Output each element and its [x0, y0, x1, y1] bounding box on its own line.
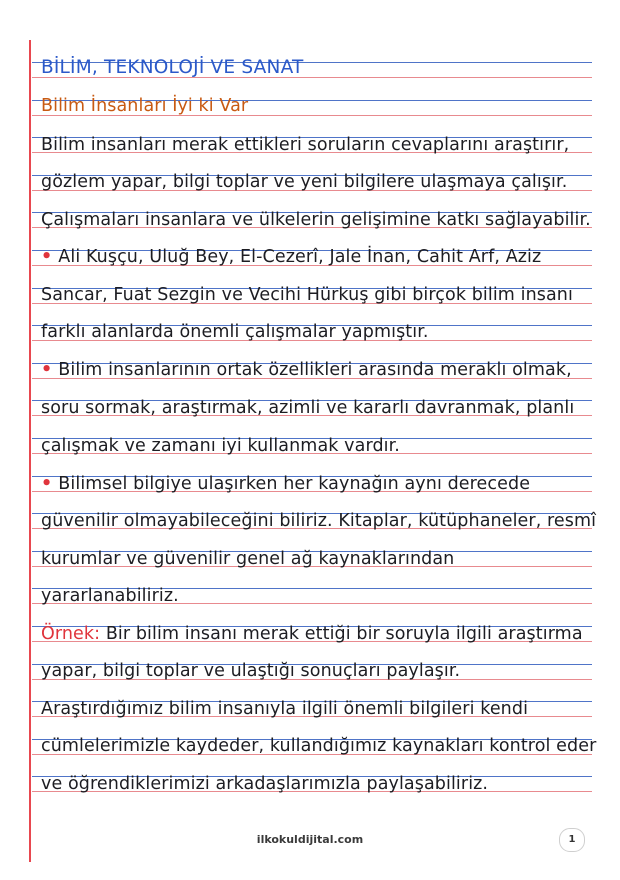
- text-line-7-content: Bilim insanlarının ortak özellikleri arasında meraklı olmak,: [58, 360, 572, 380]
- bullet-icon: •: [41, 360, 53, 380]
- section-subtitle: Bilim İnsanları İyi ki Var: [41, 96, 249, 116]
- footer-website: ilkokuldijital.com: [256, 833, 364, 846]
- text-line-4: [41, 247, 541, 267]
- text-line-15: yapar, bilgi toplar ve ulaştığı sonuçları paylaşır.: [41, 661, 461, 681]
- text-line-13: yararlanabiliriz.: [41, 586, 179, 606]
- text-line-17: cümlelerimizle kaydeder, kullandığımız kaynakları kontrol eder: [41, 736, 597, 756]
- margin-line: [29, 40, 31, 862]
- text-line-14-content: Bir bilim insanı merak ettiği bir soruyla ilgili araştırma: [105, 624, 583, 644]
- text-line-14: [41, 624, 583, 644]
- page-number-badge: 1: [559, 828, 585, 852]
- bullet-icon: •: [41, 474, 53, 494]
- text-line-16: Araştırdığımız bilim insanıyla ilgili önemli bilgileri kendi: [41, 699, 529, 719]
- bullet-icon: •: [41, 247, 53, 267]
- text-line-6: farklı alanlarda önemli çalışmalar yapmıştır.: [41, 322, 429, 342]
- text-line-1: Bilim insanları merak ettikleri soruların cevaplarını araştırır,: [41, 135, 570, 155]
- text-line-18: ve öğrendiklerimizi arkadaşlarımızla paylaşabiliriz.: [41, 774, 489, 794]
- text-line-7: [41, 360, 572, 380]
- text-line-8: soru sormak, araştırmak, azimli ve kararlı davranmak, planlı: [41, 398, 575, 418]
- text-line-12: kurumlar ve güvenilir genel ağ kaynaklarından: [41, 549, 455, 569]
- text-line-10: [41, 474, 530, 494]
- page-title: BİLİM, TEKNOLOJİ VE SANAT: [41, 57, 304, 78]
- text-line-9: çalışmak ve zamanı iyi kullanmak vardır.: [41, 436, 400, 456]
- text-line-5: Sancar, Fuat Sezgin ve Vecihi Hürkuş gibi birçok bilim insanı: [41, 285, 573, 305]
- text-line-2: gözlem yapar, bilgi toplar ve yeni bilgilere ulaşmaya çalışır.: [41, 172, 568, 192]
- text-line-4-content: Ali Kuşçu, Uluğ Bey, El-Cezerî, Jale İnan, Cahit Arf, Aziz: [58, 247, 542, 267]
- text-line-10-content: Bilimsel bilgiye ulaşırken her kaynağın aynı derecede: [58, 474, 531, 494]
- text-line-3: Çalışmaları insanlara ve ülkelerin gelişimine katkı sağlayabilir.: [41, 210, 591, 230]
- text-line-11: güvenilir olmayabileceğini biliriz. Kitaplar, kütüphaneler, resmî: [41, 511, 597, 531]
- example-label: Örnek:: [41, 624, 101, 644]
